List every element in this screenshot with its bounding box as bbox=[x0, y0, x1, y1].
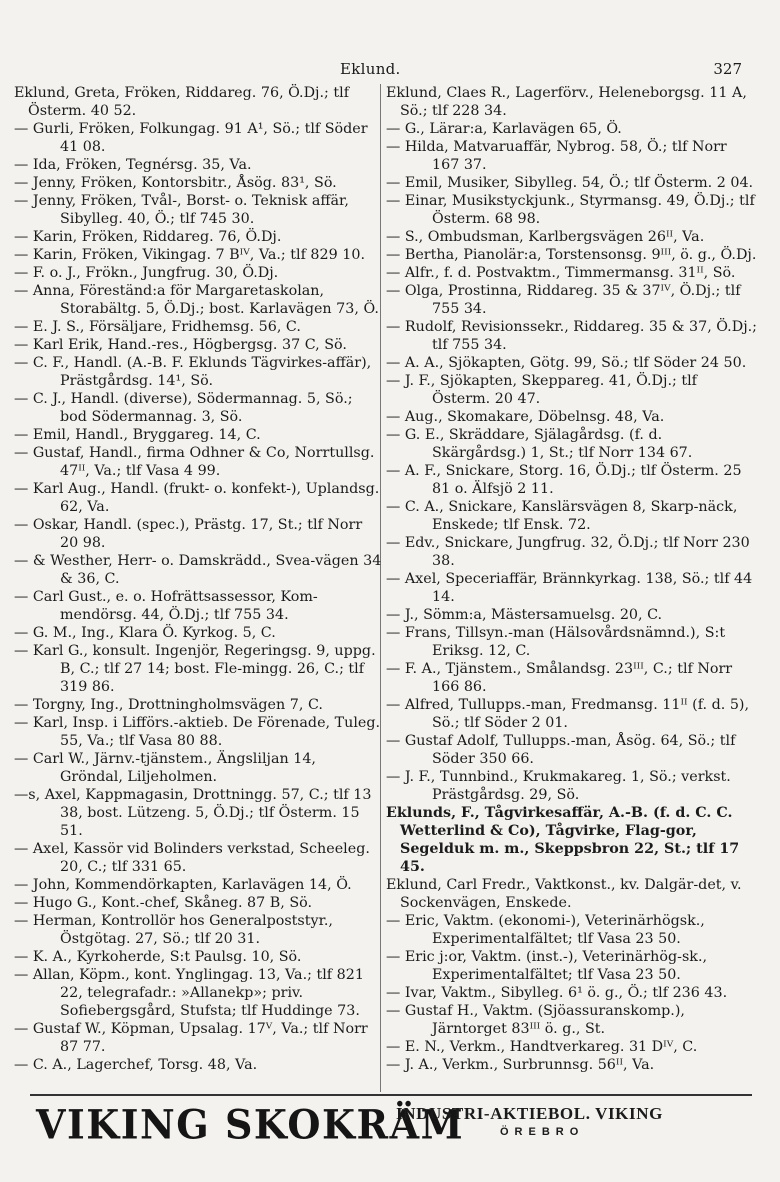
directory-entry: — F. o. J., Frökn., Jungfrug. 30, Ö.Dj. bbox=[14, 265, 279, 281]
directory-entry: — Karin, Fröken, Vikingag. 7 Bᴵⱽ, Va.; tlf 829 10. bbox=[14, 247, 365, 263]
directory-entry: — J. F., Tunnbind., Krukmakareg. 1, Sö.; verkst. Prästgårdsg. 29, Sö. bbox=[386, 769, 731, 803]
directory-entry: — Gurli, Fröken, Folkungag. 91 A¹, Sö.; tlf Söder 41 08. bbox=[14, 121, 368, 155]
directory-entry: — E. J. S., Försäljare, Fridhemsg. 56, C. bbox=[14, 319, 301, 335]
directory-entry: — C. F., Handl. (A.-B. F. Eklunds Tägvirkes-affär), Prästgårdsg. 14¹, Sö. bbox=[14, 355, 372, 389]
directory-entry: — Karl Aug., Handl. (frukt- o. konfekt-), Uplandsg. 62, Va. bbox=[14, 481, 380, 515]
directory-entry: — Carl W., Järnv.-tjänstem., Ängsliljan 14, Gröndal, Liljeholmen. bbox=[14, 751, 316, 785]
directory-entry: — J., Sömm:a, Mästersamuelsg. 20, C. bbox=[386, 607, 663, 623]
directory-entry: — Carl Gust., e. o. Hofrättsassessor, Kom-mendörsg. 44, Ö.Dj.; tlf 755 34. bbox=[14, 589, 318, 623]
directory-entry: — G., Lärar:a, Karlavägen 65, Ö. bbox=[386, 121, 622, 137]
directory-entry: — Aug., Skomakare, Döbelnsg. 48, Va. bbox=[386, 409, 665, 425]
directory-entry: — Eric j:or, Vaktm. (inst.-), Veterinärhög-sk., Experimentalfältet; tlf Vasa 23 50. bbox=[386, 949, 708, 983]
directory-entry: — Emil, Musiker, Sibylleg. 54, Ö.; tlf Österm. 2 04. bbox=[386, 175, 754, 191]
directory-entry: Eklund, Carl Fredr., Vaktkonst., kv. Dalgär-det, v. Sockenvägen, Enskede. bbox=[386, 877, 742, 911]
directory-entry: — Bertha, Pianolär:a, Torstensonsg. 9ᴵᴵᴵ, ö. g., Ö.Dj. bbox=[386, 247, 757, 263]
directory-entry: — Einar, Musikstyckjunk., Styrmansg. 49, Ö.Dj.; tlf Österm. 68 98. bbox=[386, 193, 755, 227]
directory-entry: — Ivar, Vaktm., Sibylleg. 6¹ ö. g., Ö.; tlf 236 43. bbox=[386, 985, 728, 1001]
directory-entry: — Edv., Snickare, Jungfrug. 32, Ö.Dj.; tlf Norr 230 38. bbox=[386, 535, 750, 569]
directory-entry: — Karl G., konsult. Ingenjör, Regeringsg. 9, uppg. B, C.; tlf 27 14; bost. Fle-mingg. 26, C.; tlf 319 86. bbox=[14, 643, 376, 695]
directory-entry: —s, Axel, Kappmagasin, Drottningg. 57, C.; tlf 13 38, bost. Lützeng. 5, Ö.Dj.; tlf Österm. 15 51. bbox=[14, 787, 372, 839]
directory-entry: — Jenny, Fröken, Kontorsbitr., Åsög. 83¹, Sö. bbox=[14, 175, 337, 191]
directory-entry: — C. J., Handl. (diverse), Södermannag. 5, Sö.; bod Södermannag. 3, Sö. bbox=[14, 391, 353, 425]
directory-entry: — Gustaf Adolf, Tullupps.-man, Åsög. 64, Sö.; tlf Söder 350 66. bbox=[386, 733, 736, 767]
directory-entry: — Axel, Kassör vid Bolinders verkstad, Scheeleg. 20, C.; tlf 331 65. bbox=[14, 841, 370, 875]
directory-entry: — J. F., Sjökapten, Skeppareg. 41, Ö.Dj.; tlf Österm. 20 47. bbox=[386, 373, 697, 407]
directory-entry: — Gustaf W., Köpman, Upsalag. 17ⱽ, Va.; tlf Norr 87 77. bbox=[14, 1021, 368, 1055]
directory-entry: — Olga, Prostinna, Riddareg. 35 & 37ᴵⱽ, Ö.Dj.; tlf 755 34. bbox=[386, 283, 741, 317]
footer-rule bbox=[30, 1094, 752, 1096]
directory-entry: — Frans, Tillsyn.-man (Hälsovårdsnämnd.), S:t Eriksg. 12, C. bbox=[386, 625, 726, 659]
directory-entry: — J. A., Verkm., Surbrunnsg. 56ᴵᴵ, Va. bbox=[386, 1057, 655, 1073]
directory-entry: — A. F., Snickare, Storg. 16, Ö.Dj.; tlf Österm. 25 81 o. Älfsjö 2 11. bbox=[386, 463, 742, 497]
right-column bbox=[386, 84, 758, 1074]
directory-entry: — Anna, Föreständ:a för Margaretaskolan, Storabältg. 5, Ö.Dj.; bost. Karlavägen 73, Ö. bbox=[14, 283, 379, 317]
directory-entry: — Rudolf, Revisionssekr., Riddareg. 35 & 37, Ö.Dj.; tlf 755 34. bbox=[386, 319, 757, 353]
directory-entry: — Hugo G., Kont.-chef, Skåneg. 87 B, Sö. bbox=[14, 895, 313, 911]
directory-entry: — C. A., Lagerchef, Torsg. 48, Va. bbox=[14, 1057, 258, 1073]
directory-entry: — Herman, Kontrollör hos Generalpoststyr., Östgötag. 27, Sö.; tlf 20 31. bbox=[14, 913, 333, 947]
directory-entry: — & Westher, Herr- o. Damskrädd., Svea-vägen 34 & 36, C. bbox=[14, 553, 382, 587]
page-number: 327 bbox=[713, 60, 742, 78]
directory-entry: — Ida, Fröken, Tegnérsg. 35, Va. bbox=[14, 157, 252, 173]
directory-entry: Eklund, Greta, Fröken, Riddareg. 76, Ö.Dj.; tlf Österm. 40 52. bbox=[14, 85, 350, 119]
directory-entry: — Allan, Köpm., kont. Ynglingag. 13, Va.; tlf 821 22, telegrafadr.: »Allanekp»; priv. Sofiebergsgård, Stufsta; tlf Huddinge 73. bbox=[14, 967, 364, 1019]
directory-entry: — F. A., Tjänstem., Smålandsg. 23ᴵᴵᴵ, C.; tlf Norr 166 86. bbox=[386, 661, 733, 695]
directory-entry: — Karin, Fröken, Riddareg. 76, Ö.Dj. bbox=[14, 229, 282, 245]
directory-entry: — Alfr., f. d. Postvaktm., Timmermansg. 31ᴵᴵ, Sö. bbox=[386, 265, 736, 281]
directory-entry: — C. A., Snickare, Kanslärsvägen 8, Skarp-näck, Enskede; tlf Ensk. 72. bbox=[386, 499, 738, 533]
directory-entry: — K. A., Kyrkoherde, S:t Paulsg. 10, Sö. bbox=[14, 949, 302, 965]
directory-entry: — A. A., Sjökapten, Götg. 99, Sö.; tlf Söder 24 50. bbox=[386, 355, 747, 371]
directory-entry: — Karl Erik, Hand.-res., Högbergsg. 37 C, Sö. bbox=[14, 337, 347, 353]
directory-entry: — Alfred, Tullupps.-man, Fredmansg. 11ᴵᴵ (f. d. 5), Sö.; tlf Söder 2 01. bbox=[386, 697, 750, 731]
footer-company-name: INDUSTRI-AKTIEBOL. VIKING bbox=[396, 1104, 663, 1123]
page-header bbox=[0, 60, 780, 84]
directory-entry: — Karl, Insp. i Lifförs.-aktieb. De Förenade, Tuleg. 55, Va.; tlf Vasa 80 88. bbox=[14, 715, 381, 749]
directory-entry: — Hilda, Matvaruaffär, Nybrog. 58, Ö.; tlf Norr 167 37. bbox=[386, 139, 727, 173]
directory-entry: — Oskar, Handl. (spec.), Prästg. 17, St.; tlf Norr 20 98. bbox=[14, 517, 363, 551]
directory-entry: — Eric, Vaktm. (ekonomi-), Veterinärhögsk., Experimentalfältet; tlf Vasa 23 50. bbox=[386, 913, 705, 947]
directory-entry: — Gustaf, Handl., firma Odhner & Co, Norrtullsg. 47ᴵᴵ, Va.; tlf Vasa 4 99. bbox=[14, 445, 375, 479]
directory-entry: Eklund, Claes R., Lagerförv., Heleneborgsg. 11 A, Sö.; tlf 228 34. bbox=[386, 85, 747, 119]
directory-entry-company: Eklunds, F., Tågvirkesaffär, A.-B. (f. d. C. C. Wetterlind & Co), Tågvirke, Flag-gor, Segelduk m. m., Skeppsbron 22, St.; tlf 17 45. bbox=[386, 805, 740, 875]
footer-brand: VIKING SKOKRÄM bbox=[36, 1100, 465, 1149]
running-head: Eklund. bbox=[340, 60, 401, 78]
directory-entry: — John, Kommendörkapten, Karlavägen 14, Ö. bbox=[14, 877, 352, 893]
directory-entry: — Axel, Speceriaffär, Brännkyrkag. 138, Sö.; tlf 44 14. bbox=[386, 571, 753, 605]
directory-entry: — Torgny, Ing., Drottningholmsvägen 7, C. bbox=[14, 697, 323, 713]
advertisement-footer bbox=[0, 1094, 780, 1154]
directory-entry: — G. M., Ing., Klara Ö. Kyrkog. 5, C. bbox=[14, 625, 276, 641]
directory-entry: — S., Ombudsman, Karlbergsvägen 26ᴵᴵ, Va. bbox=[386, 229, 705, 245]
directory-entry: — Gustaf H., Vaktm. (Sjöassuranskomp.), Järntorget 83ᴵᴵᴵ ö. g., St. bbox=[386, 1003, 685, 1037]
footer-company-city: ÖREBRO bbox=[500, 1126, 585, 1138]
directory-entry: — G. E., Skräddare, Själagårdsg. (f. d. Skärgårdsg.) 1, St.; tlf Norr 134 67. bbox=[386, 427, 693, 461]
directory-entry: — Jenny, Fröken, Tvål-, Borst- o. Teknisk affär, Sibylleg. 40, Ö.; tlf 745 30. bbox=[14, 193, 349, 227]
directory-entry: — Emil, Handl., Bryggareg. 14, C. bbox=[14, 427, 261, 443]
directory-entry: — E. N., Verkm., Handtverkareg. 31 Dᴵⱽ, C. bbox=[386, 1039, 698, 1055]
left-column bbox=[14, 84, 382, 1074]
